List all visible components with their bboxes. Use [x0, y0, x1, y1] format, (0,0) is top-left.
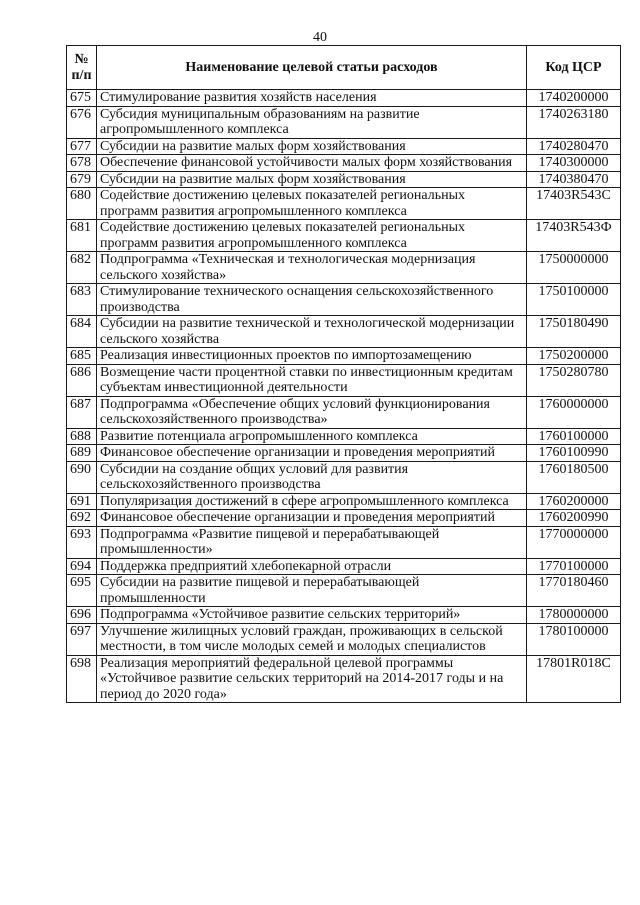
table-row: [67, 607, 621, 624]
row-expense-name: Улучшение жилищных условий граждан, проживающих в сельской местности, в том числе молодых семей и молодых специалистов: [97, 623, 527, 655]
table-header-row: [67, 46, 621, 90]
table-row: [67, 90, 621, 107]
row-number: 677: [67, 138, 97, 155]
table-row: [67, 252, 621, 284]
row-number: 684: [67, 316, 97, 348]
table-row: [67, 364, 621, 396]
row-number: 696: [67, 607, 97, 624]
row-expense-name: Субсидии на создание общих условий для развития сельскохозяйственного производства: [97, 461, 527, 493]
row-csr-code: 1740280470: [527, 138, 621, 155]
table-row: [67, 171, 621, 188]
row-number: 692: [67, 510, 97, 527]
table-row: [67, 445, 621, 462]
row-number: 690: [67, 461, 97, 493]
row-expense-name: Субсидии на развитие пищевой и перерабатывающей промышленности: [97, 575, 527, 607]
row-number: 695: [67, 575, 97, 607]
row-csr-code: 1760180500: [527, 461, 621, 493]
row-csr-code: 1750000000: [527, 252, 621, 284]
table-row: [67, 558, 621, 575]
table-row: [67, 461, 621, 493]
table-row: [67, 348, 621, 365]
row-csr-code: 1780000000: [527, 607, 621, 624]
row-csr-code: 1740200000: [527, 90, 621, 107]
table-row: [67, 575, 621, 607]
row-expense-name: Обеспечение финансовой устойчивости малых форм хозяйствования: [97, 155, 527, 172]
row-number: 676: [67, 106, 97, 138]
header-code: Код ЦСР: [527, 46, 621, 90]
row-expense-name: Возмещение части процентной ставки по инвестиционным кредитам субъектам инвестиционной деятельности: [97, 364, 527, 396]
row-csr-code: 1770100000: [527, 558, 621, 575]
row-number: 689: [67, 445, 97, 462]
row-number: 687: [67, 396, 97, 428]
row-expense-name: Стимулирование развития хозяйств населения: [97, 90, 527, 107]
row-expense-name: Подпрограмма «Обеспечение общих условий функционирования сельскохозяйственного производства»: [97, 396, 527, 428]
row-expense-name: Подпрограмма «Развитие пищевой и перерабатывающей промышленности»: [97, 526, 527, 558]
row-csr-code: 1750280780: [527, 364, 621, 396]
table-row: [67, 316, 621, 348]
row-csr-code: 1750100000: [527, 284, 621, 316]
row-number: 691: [67, 493, 97, 510]
header-number-line2: п/п: [71, 67, 92, 83]
row-csr-code: 1760100990: [527, 445, 621, 462]
row-number: 675: [67, 90, 97, 107]
table-row: [67, 106, 621, 138]
row-csr-code: 1750180490: [527, 316, 621, 348]
row-csr-code: 1740300000: [527, 155, 621, 172]
row-csr-code: 17403R543С: [527, 188, 621, 220]
row-number: 685: [67, 348, 97, 365]
row-expense-name: Популяризация достижений в сфере агропромышленного комплекса: [97, 493, 527, 510]
row-csr-code: 1770180460: [527, 575, 621, 607]
row-number: 680: [67, 188, 97, 220]
row-csr-code: 1740380470: [527, 171, 621, 188]
row-expense-name: Субсидия муниципальным образованиям на развитие агропромышленного комплекса: [97, 106, 527, 138]
table-row: [67, 655, 621, 703]
budget-table: [66, 45, 621, 703]
row-expense-name: Финансовое обеспечение организации и проведения мероприятий: [97, 510, 527, 527]
header-number-line1: №: [74, 52, 89, 67]
row-csr-code: 17801R018С: [527, 655, 621, 703]
row-expense-name: Стимулирование технического оснащения сельскохозяйственного производства: [97, 284, 527, 316]
header-number: [67, 46, 97, 90]
row-number: 679: [67, 171, 97, 188]
row-number: 694: [67, 558, 97, 575]
table-row: [67, 526, 621, 558]
table-row: [67, 510, 621, 527]
row-csr-code: 1780100000: [527, 623, 621, 655]
row-number: 682: [67, 252, 97, 284]
row-number: 686: [67, 364, 97, 396]
table-row: [67, 428, 621, 445]
row-number: 693: [67, 526, 97, 558]
table-row: [67, 138, 621, 155]
row-expense-name: Субсидии на развитие малых форм хозяйствования: [97, 171, 527, 188]
row-csr-code: 1740263180: [527, 106, 621, 138]
row-expense-name: Реализация инвестиционных проектов по импортозамещению: [97, 348, 527, 365]
row-expense-name: Содействие достижению целевых показателей региональных программ развития агропромышленного комплекса: [97, 188, 527, 220]
row-csr-code: 17403R543Ф: [527, 220, 621, 252]
table-row: [67, 623, 621, 655]
row-expense-name: Подпрограмма «Техническая и технологическая модернизация сельского хозяйства»: [97, 252, 527, 284]
row-expense-name: Содействие достижению целевых показателей региональных программ развития агропромышленного комплекса: [97, 220, 527, 252]
page-number: 40: [313, 30, 327, 45]
row-number: 683: [67, 284, 97, 316]
table-row: [67, 220, 621, 252]
row-expense-name: Поддержка предприятий хлебопекарной отрасли: [97, 558, 527, 575]
row-expense-name: Субсидии на развитие технической и технологической модернизации сельского хозяйства: [97, 316, 527, 348]
row-csr-code: 1760200000: [527, 493, 621, 510]
table-row: [67, 493, 621, 510]
row-csr-code: 1760100000: [527, 428, 621, 445]
header-name: Наименование целевой статьи расходов: [97, 46, 527, 90]
row-number: 698: [67, 655, 97, 703]
row-expense-name: Подпрограмма «Устойчивое развитие сельских территорий»: [97, 607, 527, 624]
row-expense-name: Субсидии на развитие малых форм хозяйствования: [97, 138, 527, 155]
row-csr-code: 1760200990: [527, 510, 621, 527]
row-number: 678: [67, 155, 97, 172]
row-csr-code: 1750200000: [527, 348, 621, 365]
row-expense-name: Финансовое обеспечение организации и проведения мероприятий: [97, 445, 527, 462]
table-row: [67, 284, 621, 316]
row-number: 697: [67, 623, 97, 655]
table-row: [67, 396, 621, 428]
table-row: [67, 188, 621, 220]
row-number: 681: [67, 220, 97, 252]
table-row: [67, 155, 621, 172]
row-number: 688: [67, 428, 97, 445]
row-csr-code: 1760000000: [527, 396, 621, 428]
row-expense-name: Развитие потенциала агропромышленного комплекса: [97, 428, 527, 445]
row-expense-name: Реализация мероприятий федеральной целевой программы «Устойчивое развитие сельских территорий на 2014-2017 годы и на период до 2020 года»: [97, 655, 527, 703]
row-csr-code: 1770000000: [527, 526, 621, 558]
table-body: [67, 90, 621, 703]
